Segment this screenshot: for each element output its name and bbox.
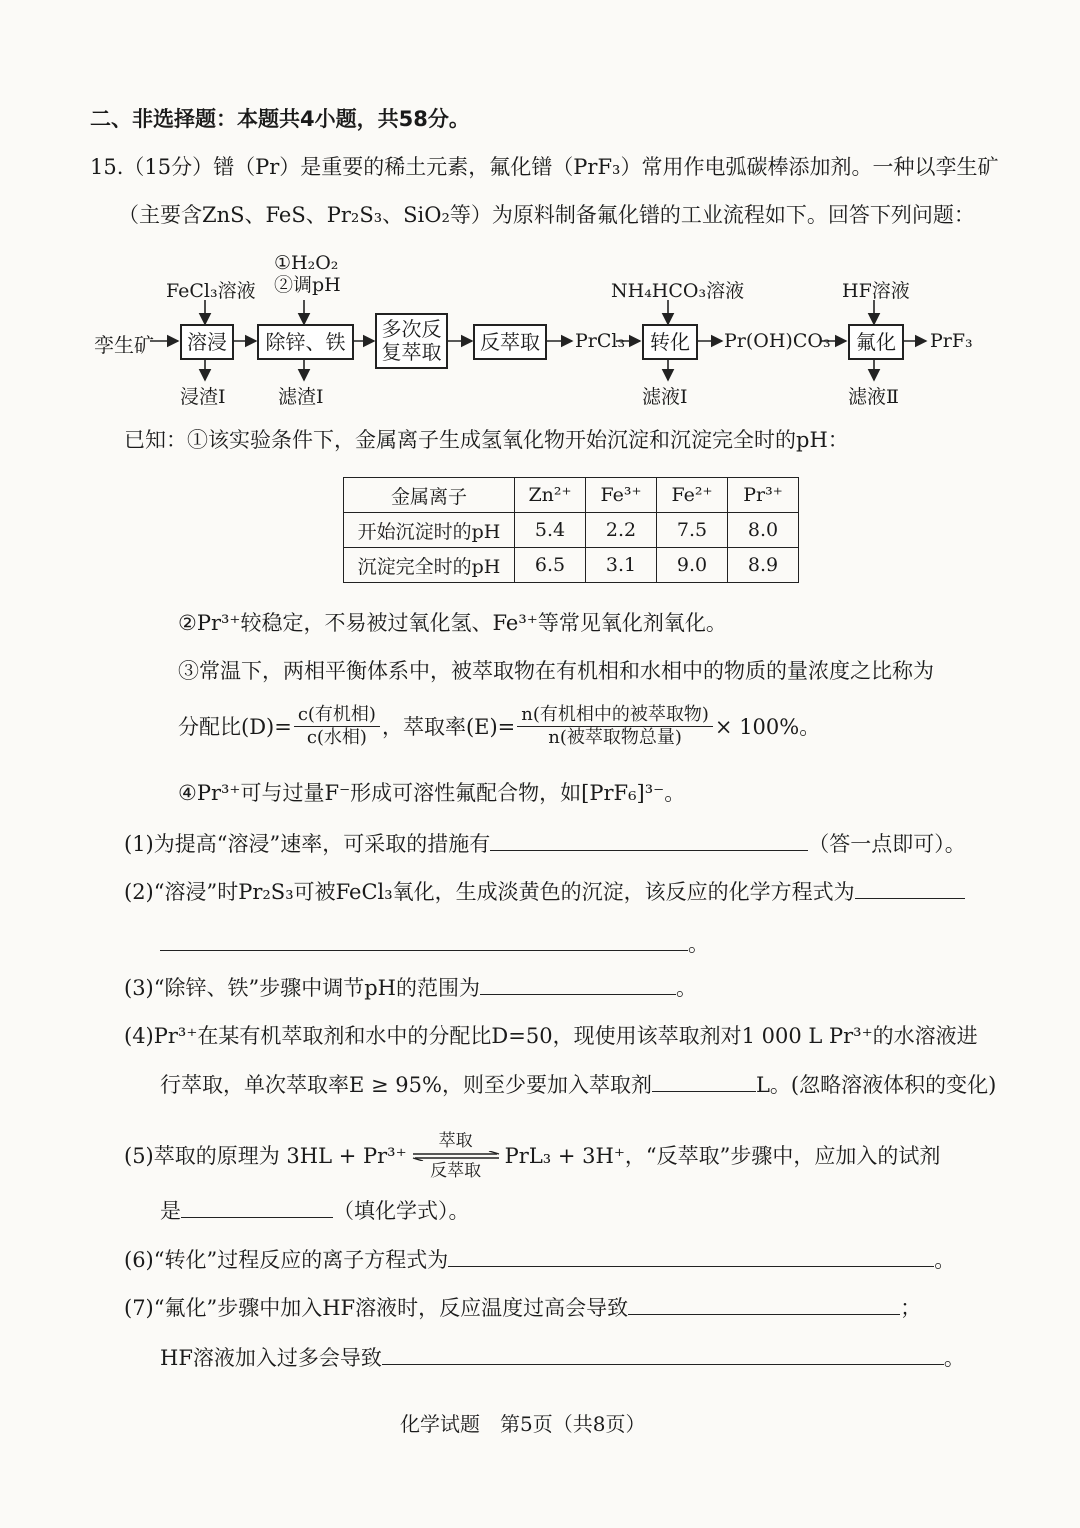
- flow-box-multi-extract: [375, 313, 448, 369]
- page-footer: 化学试题 第5页（共8页）: [400, 1412, 646, 1436]
- ph-table-cell: 8.9: [728, 548, 799, 583]
- question-6-end: 。: [934, 1248, 956, 1272]
- question-5-text: (5)萃取的原理为 3HL + Pr³⁺: [124, 1144, 407, 1168]
- ph-table-cell: 2.2: [586, 513, 657, 548]
- answer-blank-3[interactable]: [480, 972, 676, 995]
- question-2-line2: [160, 928, 709, 959]
- ph-table-cell: 5.4: [515, 513, 586, 548]
- answer-blank-5[interactable]: [181, 1195, 333, 1218]
- flow-box-back-extract: 反萃取: [473, 324, 547, 360]
- known-4: ④Pr³⁺可与过量F⁻形成可溶性氟配合物，如[PrF₆]³⁻。: [178, 781, 686, 805]
- equilibrium-arrow-icon: [411, 1151, 501, 1161]
- flow-reagent-nh4hco3: NH₄HCO₃溶液: [611, 280, 745, 302]
- ph-table-cell: 9.0: [657, 548, 728, 583]
- extraction-rate-label: ，萃取率(E)=: [381, 714, 516, 739]
- known-3: ③常温下，两相平衡体系中，被萃取物在有机相和水相中的物质的量浓度之比称为: [178, 659, 934, 683]
- equilibrium-arrow-top-label: 萃取: [438, 1131, 473, 1151]
- extraction-rate-denominator: n(被萃取物总量): [548, 727, 682, 748]
- ph-table-cell: 沉淀完全时的pH: [344, 548, 515, 583]
- question-7-end: ；: [900, 1296, 922, 1320]
- question-5-line2: [160, 1195, 470, 1226]
- flow-reagent-hf: HF溶液: [842, 280, 910, 302]
- ph-table-header: 金属离子: [344, 478, 515, 513]
- flow-output-filter-residue: 滤渣Ⅰ: [278, 386, 324, 408]
- extraction-rate-suffix: × 100%。: [714, 714, 821, 739]
- q15-stem-line1: 15.（15分）镨（Pr）是重要的稀土元素，氟化镨（PrF₃）常用作电弧碳棒添加剂。一种以孪生矿: [90, 155, 999, 179]
- flow-intermediate-prcl3: PrCl₃: [575, 330, 626, 352]
- extraction-rate-fraction: [517, 704, 713, 749]
- answer-blank-2b[interactable]: [160, 928, 688, 951]
- partition-ratio-numerator: c(有机相): [294, 704, 380, 727]
- ph-table-header-row: [344, 478, 799, 513]
- answer-blank-7b[interactable]: [382, 1342, 944, 1365]
- question-6: [124, 1244, 955, 1275]
- question-4-text: 行萃取，单次萃取率E ≥ 95%，则至少要加入萃取剂: [160, 1073, 652, 1097]
- flow-output-filtrate-2: 滤液Ⅱ: [848, 386, 899, 408]
- extraction-rate-numerator: n(有机相中的被萃取物): [517, 704, 713, 727]
- ph-table: [343, 477, 799, 583]
- question-2: [124, 876, 965, 907]
- question-7-line1: [124, 1292, 921, 1323]
- question-7-line2-end: 。: [943, 1346, 965, 1370]
- question-2-end: 。: [688, 932, 709, 956]
- partition-ratio-fraction: [294, 704, 380, 749]
- ph-table-cell: 7.5: [657, 513, 728, 548]
- flow-product-prf3: PrF₃: [930, 330, 973, 352]
- flow-reagent-fecl3: FeCl₃溶液: [166, 280, 256, 302]
- question-4-line1: (4)Pr³⁺在某有机萃取剂和水中的分配比D=50，现使用该萃取剂对1 000 L Pr³⁺的水溶液进: [124, 1024, 978, 1048]
- ph-table-cell: 6.5: [515, 548, 586, 583]
- answer-blank-1[interactable]: [490, 828, 808, 851]
- answer-blank-4[interactable]: [652, 1069, 756, 1092]
- ph-table-cell: 8.0: [728, 513, 799, 548]
- question-5-line1: [124, 1131, 940, 1181]
- answer-blank-2a[interactable]: [855, 876, 965, 899]
- flow-reagent-ph: ②调pH: [274, 274, 341, 296]
- flow-box-multi-extract-line1: 多次反: [381, 317, 442, 341]
- ph-table-header: Pr³⁺: [728, 478, 799, 513]
- question-1: [124, 828, 966, 859]
- flow-raw-material: 孪生矿: [94, 333, 154, 357]
- question-3-text: (3)“除锌、铁”步骤中调节pH的范围为: [124, 976, 480, 1000]
- ph-table-cell: 开始沉淀时的pH: [344, 513, 515, 548]
- ph-table-row: [344, 548, 799, 583]
- partition-ratio-denominator: c(水相): [306, 727, 367, 748]
- question-7-line2: [160, 1342, 965, 1373]
- ph-table-header: Fe³⁺: [586, 478, 657, 513]
- flow-reagent-h2o2: ①H₂O₂: [274, 252, 339, 274]
- question-5-suffix: （填化学式）。: [333, 1199, 470, 1223]
- flow-box-leach: 溶浸: [180, 324, 234, 360]
- ph-table-row: [344, 513, 799, 548]
- equilibrium-arrow-bottom-label: 反萃取: [430, 1161, 482, 1181]
- known-3-formula: [178, 704, 820, 749]
- flow-intermediate-proh-co3: Pr(OH)CO₃: [724, 330, 831, 352]
- equilibrium-arrow: [411, 1131, 501, 1181]
- ph-table-cell: 3.1: [586, 548, 657, 583]
- question-7-line2-text: HF溶液加入过多会导致: [160, 1346, 382, 1370]
- answer-blank-7a[interactable]: [628, 1292, 900, 1315]
- section-title: 二、非选择题：本题共4小题，共58分。: [90, 107, 470, 131]
- ph-table-header: Zn²⁺: [515, 478, 586, 513]
- known-2: ②Pr³⁺较稳定，不易被过氧化氢、Fe³⁺等常见氧化剂氧化。: [178, 611, 727, 635]
- partition-ratio-label: 分配比(D)=: [178, 714, 292, 739]
- question-2-text: (2)“溶浸”时Pr₂S₃可被FeCl₃氧化，生成淡黄色的沉淀，该反应的化学方程式为: [124, 880, 855, 904]
- flow-box-remove-zn-fe: 除锌、铁: [257, 324, 354, 360]
- question-7-text: (7)“氟化”步骤中加入HF溶液时，反应温度过高会导致: [124, 1296, 629, 1320]
- question-1-suffix: （答一点即可）。: [808, 832, 966, 856]
- question-5-text-post: PrL₃ + 3H⁺，“反萃取”步骤中，应加入的试剂: [504, 1144, 941, 1168]
- question-1-text: (1)为提高“溶浸”速率，可采取的措施有: [124, 832, 491, 856]
- question-6-text: (6)“转化”过程反应的离子方程式为: [124, 1248, 449, 1272]
- flow-box-fluorinate: 氟化: [848, 324, 904, 360]
- question-4-line2: [160, 1069, 996, 1100]
- answer-blank-6[interactable]: [448, 1244, 934, 1267]
- flow-box-multi-extract-line2: 复萃取: [381, 340, 442, 364]
- ph-table-header: Fe²⁺: [657, 478, 728, 513]
- question-5-line2-text: 是: [160, 1199, 181, 1223]
- question-3: [124, 972, 697, 1003]
- flow-output-filtrate-1: 滤液Ⅰ: [642, 386, 688, 408]
- flow-output-leach-residue: 浸渣Ⅰ: [180, 386, 226, 408]
- question-4-suffix: L。(忽略溶液体积的变化): [755, 1073, 997, 1097]
- known-1: 已知：①该实验条件下，金属离子生成氢氧化物开始沉淀和沉淀完全时的pH：: [124, 428, 849, 452]
- q15-stem-line2: （主要含ZnS、FeS、Pr₂S₃、SiO₂等）为原料制备氟化镨的工业流程如下。回答下列问题：: [118, 203, 975, 227]
- flow-box-convert: 转化: [642, 324, 698, 360]
- question-3-end: 。: [675, 976, 697, 1000]
